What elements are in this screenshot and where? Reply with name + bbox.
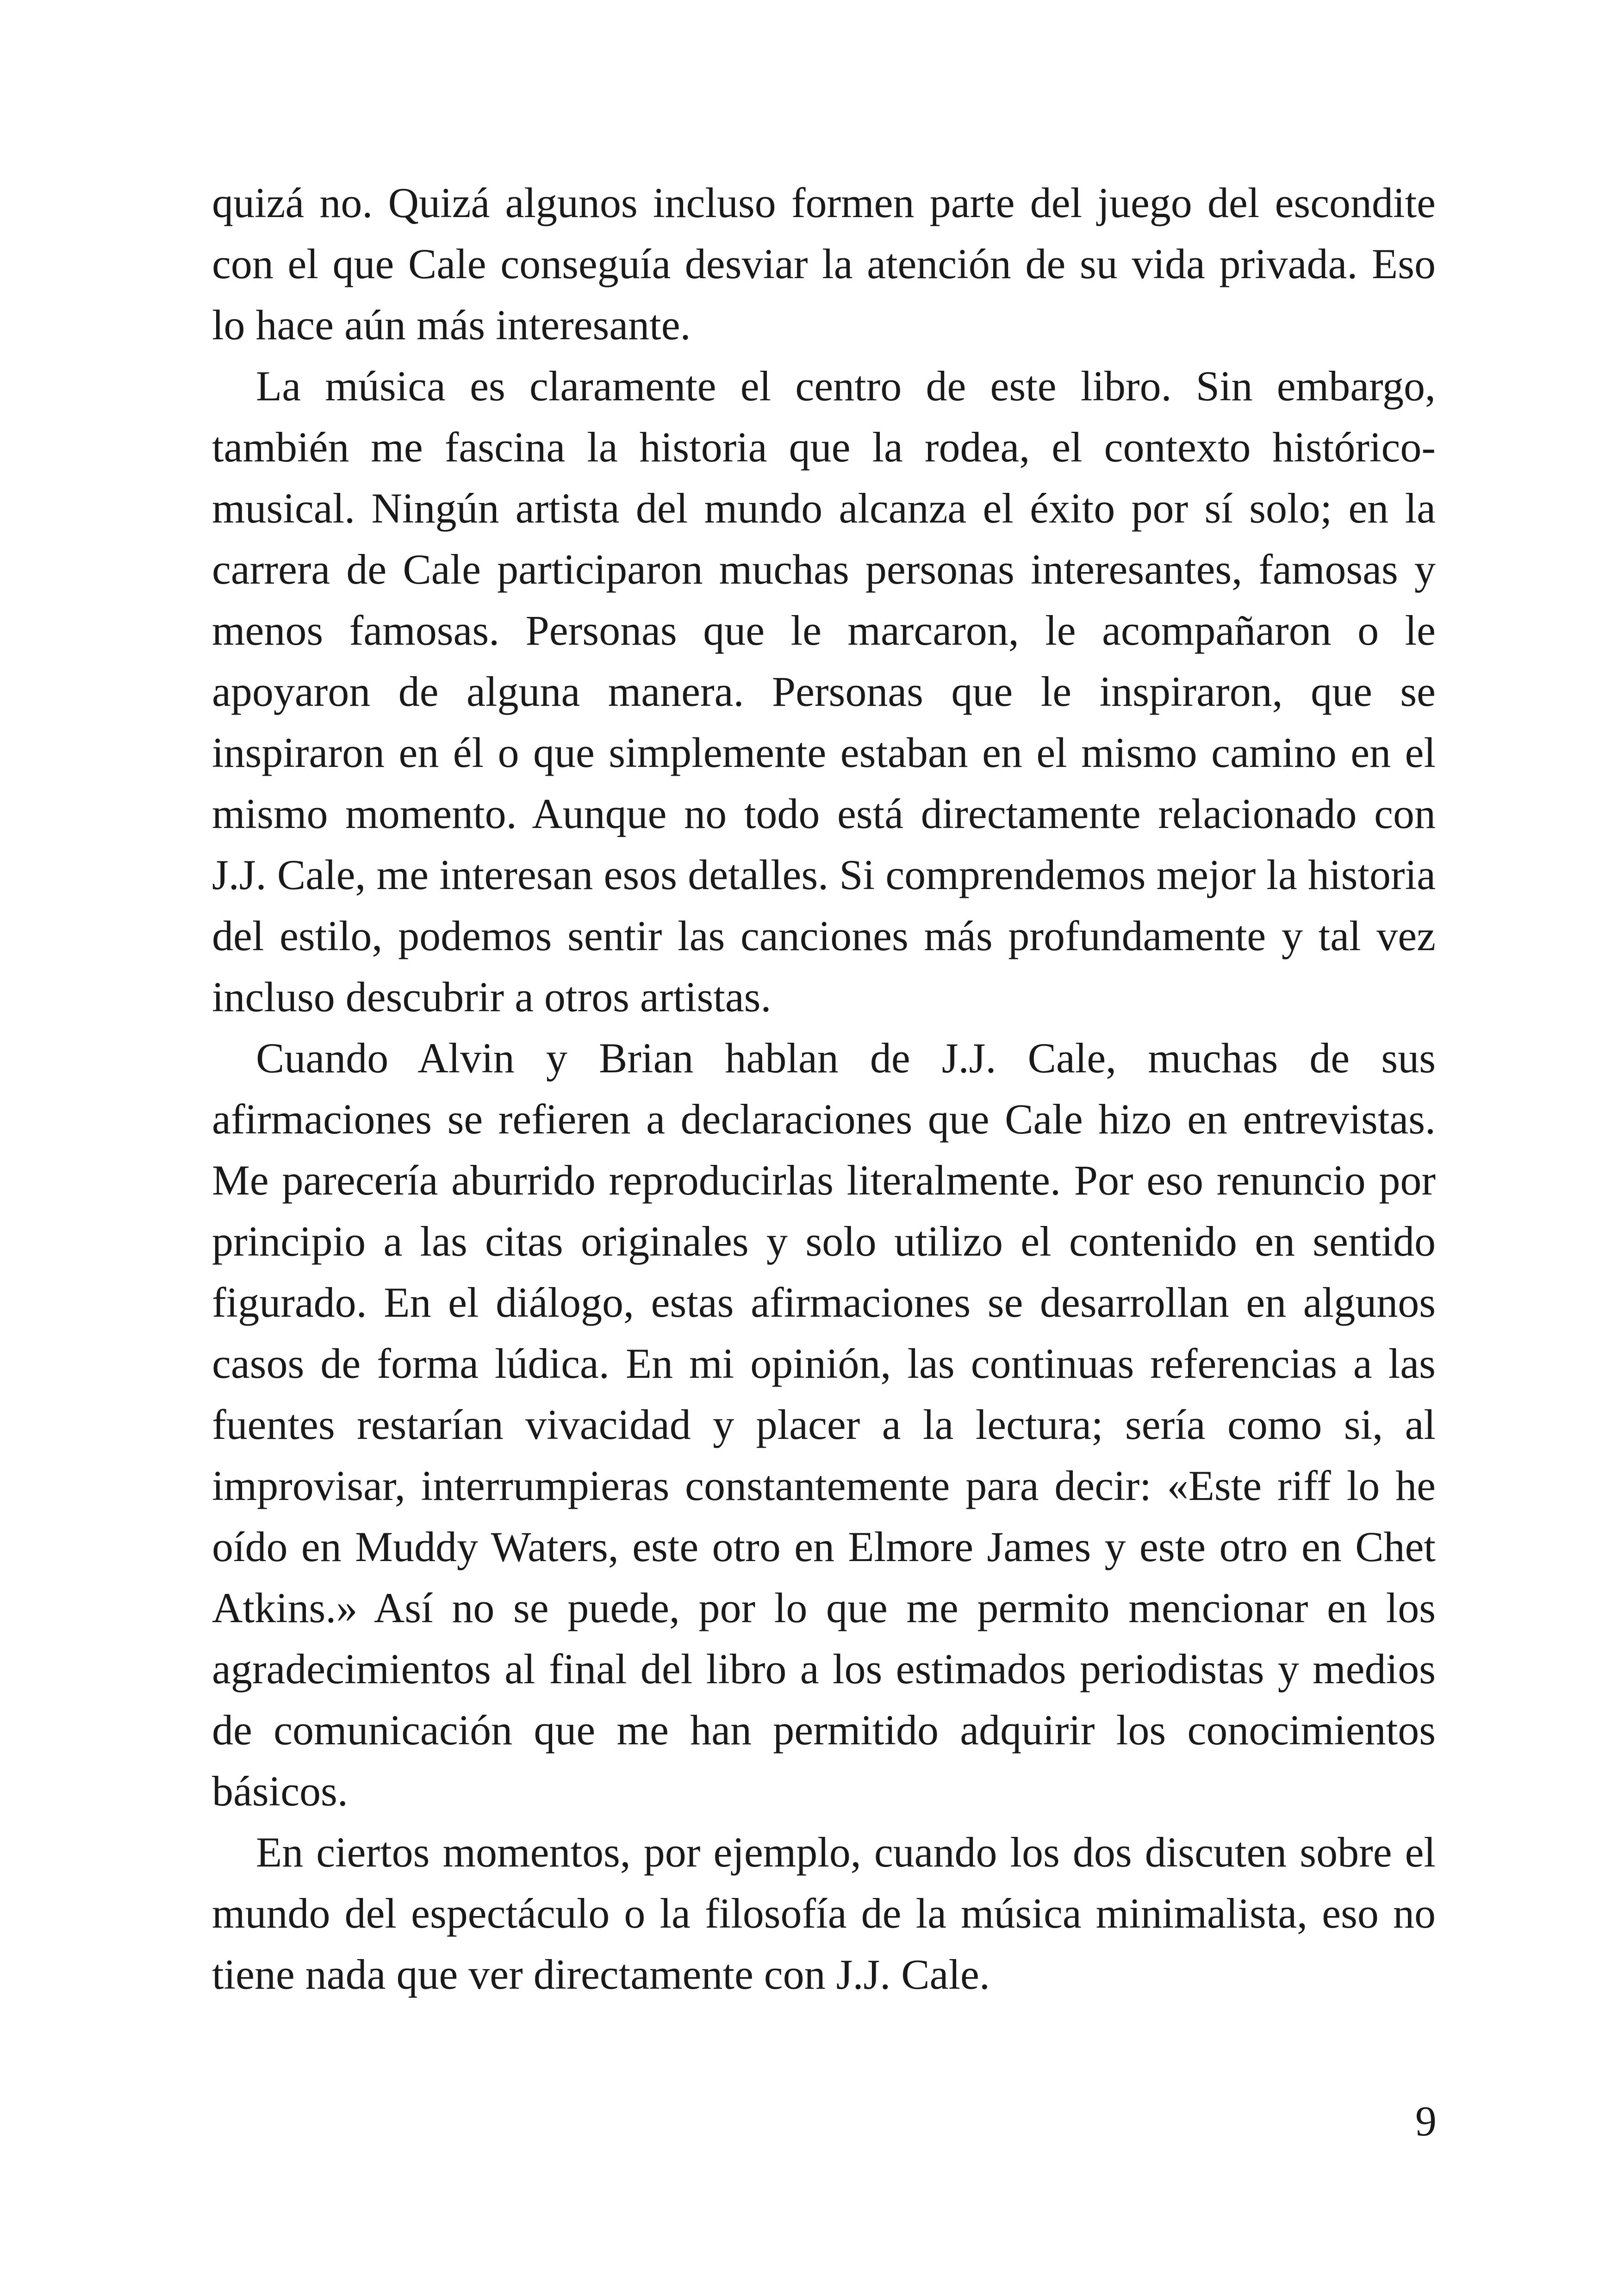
paragraph: Cuando Alvin y Brian hablan de J.J. Cale, muchas de sus afirmaciones se refieren a declaraciones que Cale hizo en entrevistas. Me parecería aburrido reproducirlas literalmente. Por eso renuncio por principio a las citas originales y solo utilizo el contenido en sentido figurado. En el diálogo, estas afirmaciones se desarrollan en algunos casos de forma lúdica. En mi opinión, las continuas referencias a las fuentes restarían vivacidad y placer a la lectura; sería como si, al improvisar, interrumpieras constantemente para decir: «Este riff lo he oído en Muddy Waters, este otro en Elmore James y este otro en Chet Atkins.» Así no se puede, por lo que me permito mencionar en los agradecimientos al final del libro a los estimados periodistas y medios de comunicación que me han permitido adquirir los conocimientos básicos. (212, 1034, 1436, 1815)
paragraph: La música es claramente el centro de este libro. Sin embargo, también me fascina la historia que la rodea, el contexto histórico-musical. Ningún artista del mundo alcanza el éxito por sí solo; en la carrera de Cale participaron muchas personas interesantes, famosas y menos famosas. Personas que le marcaron, le acompañaron o le apoyaron de alguna manera. Personas que le inspiraron, que se inspiraron en él o que simplemente estaban en el mismo camino en el mismo momento. Aunque no todo está directamente relacionado con J.J. Cale, me interesan esos detalles. Si comprendemos mejor la historia del estilo, podemos sentir las canciones más profundamente y tal vez incluso descubrir a otros artistas. (212, 362, 1436, 1020)
paragraph-continued: quizá no. Quizá algunos incluso formen parte del juego del escondite con el que Cale conseguía desviar la atención de su vida privada. Eso lo hace aún más interesante. (212, 179, 1436, 348)
paragraph: En ciertos momentos, por ejemplo, cuando los dos discuten sobre el mundo del espectáculo o la filosofía de la música minimalista, eso no tiene nada que ver directamente con J.J. Cale. (212, 1829, 1436, 1998)
page-number: 9 (1415, 2097, 1437, 2145)
body-text (212, 172, 1436, 2005)
